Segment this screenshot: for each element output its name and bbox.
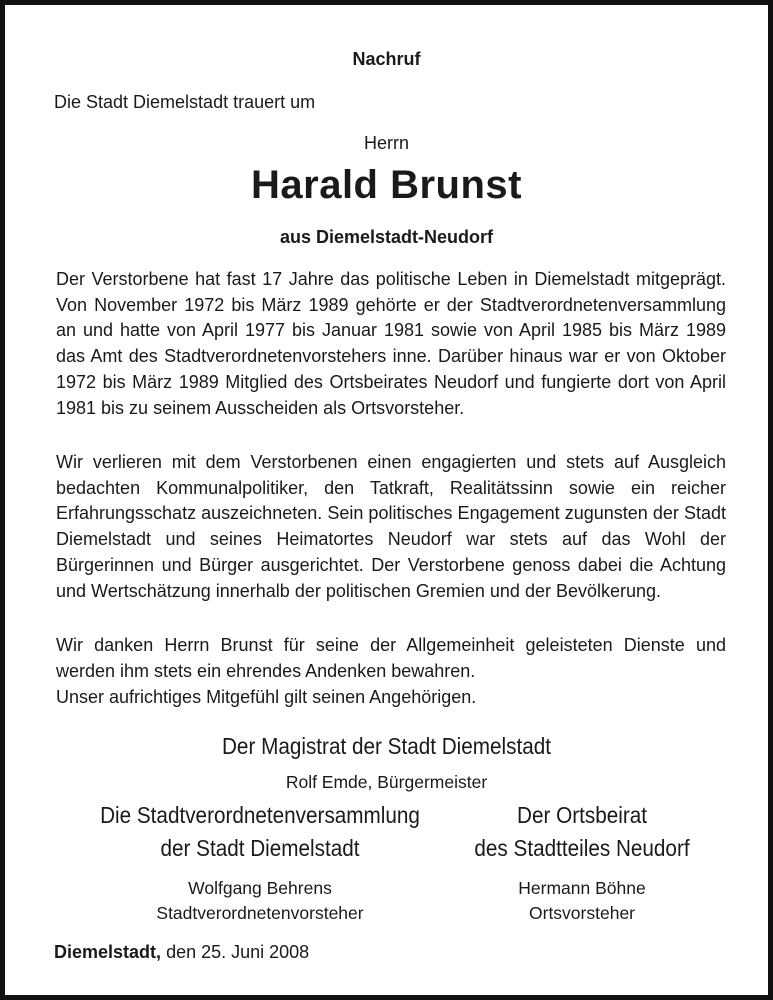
ortsbeirat-signatory-line2: des Stadtteiles Neudorf — [474, 835, 690, 861]
paragraph-career: Der Verstorbene hat fast 17 Jahre das politische Leben in Diemelstadt mitgeprägt. Von November 1972 bis März 1989 gehörte er der Stadtverordnetenversammlung an und hatte von April 1977 bis Januar 1981 sowie von April 1985 bis März 1989 das Amt des Stadtverordnetenvorstehers inne. Darüber hinaus war er von Oktober 1972 bis März 1989 Mitglied des Ortsbeirates Neudorf und fungierte dort von April 1981 bis zu seinem Ausscheiden als Ortsvorsteher. — [56, 269, 726, 418]
paragraph-thanks: Wir danken Herrn Brunst für seine der Allgemeinheit geleisteten Dienste und werden ihm stets ein ehrendes Andenken bewahren. — [56, 635, 726, 681]
deceased-name: Harald Brunst — [251, 163, 522, 207]
council-person: Wolfgang Behrens — [188, 878, 332, 898]
ortsbeirat-signatory-line1: Der Ortsbeirat — [517, 802, 647, 828]
magistrat-person: Rolf Emde, Bürgermeister — [285, 772, 488, 792]
council-signatory-line2: der Stadt Diemelstadt — [160, 835, 360, 861]
council-signatory-line1: Die Stadtverordnetenversammlung — [100, 802, 420, 828]
date: den 25. Juni 2008 — [166, 942, 310, 962]
magistrat-signatory: Der Magistrat der Stadt Diemelstadt — [221, 733, 552, 759]
deceased-origin: aus Diemelstadt-Neudorf — [279, 227, 494, 247]
paragraph-condolence: Unser aufrichtiges Mitgefühl gilt seinen Angehörigen. — [56, 687, 477, 707]
ortsbeirat-role: Ortsvorsteher — [529, 903, 635, 923]
salutation: Herrn — [363, 133, 409, 153]
ortsbeirat-person: Hermann Böhne — [518, 878, 646, 898]
council-role: Stadtverordnetenvorsteher — [156, 903, 364, 923]
place-and-date — [54, 942, 309, 963]
notice-title: Nachruf — [352, 49, 421, 69]
notice-intro: Die Stadt Diemelstadt trauert um — [54, 92, 316, 112]
paragraph-tribute: Wir verlieren mit dem Verstorbenen einen engagierten und stets auf Ausgleich bedachten Kommunalpolitiker, den Tatkraft, Realitätssinn sowie ein reicher Erfahrungsschatz auszeichneten. Sein politisches Engagement zugunsten der Stadt Diemelstadt und seines Heimatortes Neudorf war stets auf das Wohl der Bürgerinnen und Bürger ausgerichtet. Der Verstorbene genoss dabei die Achtung und Wertschätzung innerhalb der politischen Gremien und der Bevölkerung. — [56, 452, 726, 601]
place: Diemelstadt, — [54, 942, 162, 962]
